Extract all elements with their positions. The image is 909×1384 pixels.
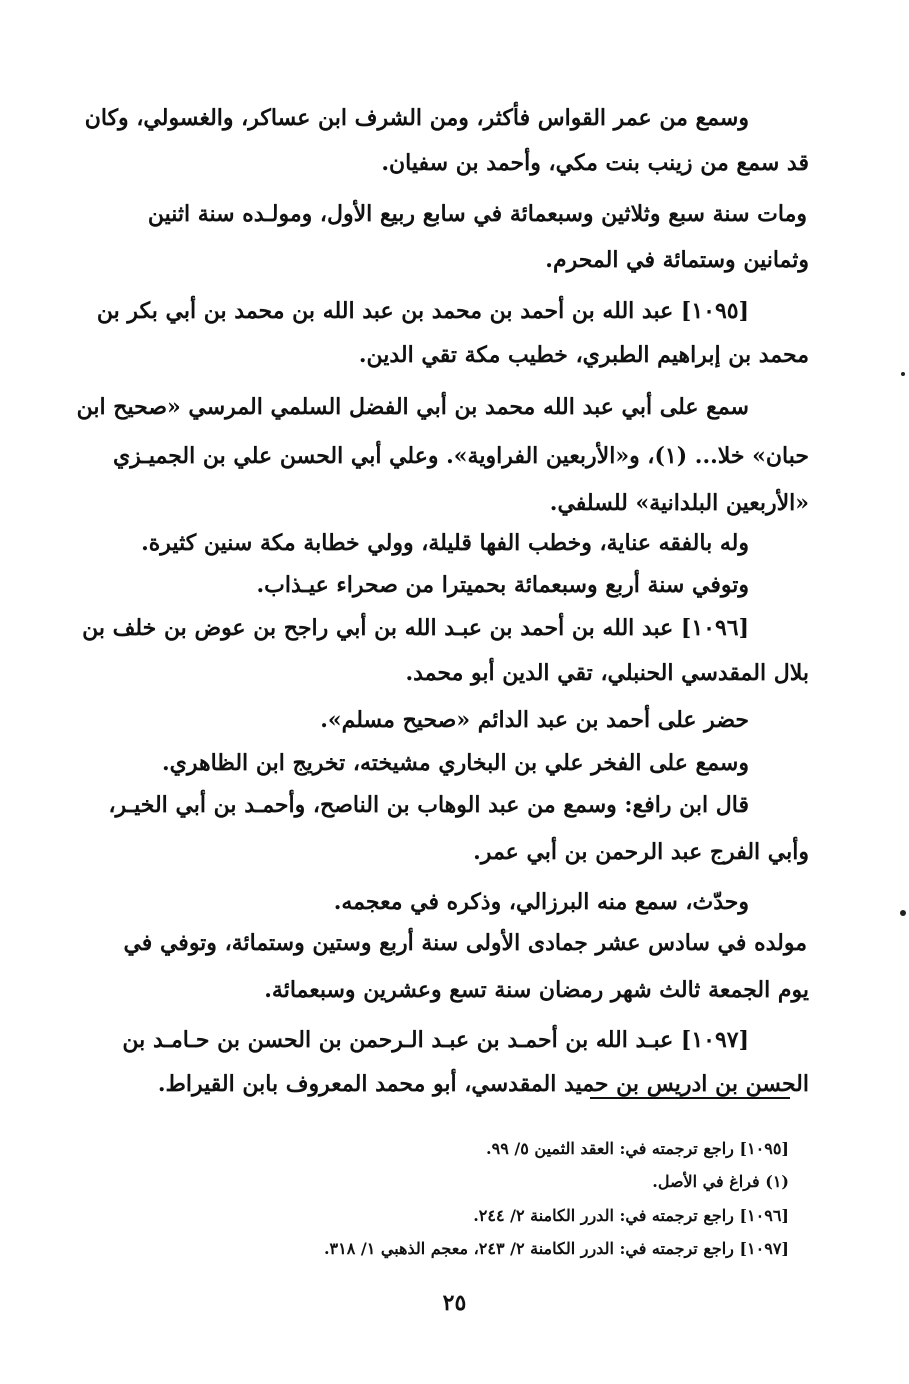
body-line: وتوفي سنة أربع وسبعمائة بحميترا من صحراء عيـذاب. xyxy=(256,572,749,598)
body-line: مولده في سادس عشر جمادى الأولى سنة أربع وستين وستمائة، وتوفي في xyxy=(123,930,807,956)
entry-heading-1095: [١٠٩٥] عبد الله بن أحمد بن محمد بن عبد الله بن محمد بن أبي بكر بن xyxy=(96,298,749,324)
footnote: [١٠٩٥] راجع ترجمته في: العقد الثمين ٥/ ٩٩. xyxy=(486,1139,789,1158)
body-line: الحسن بن ادريس بن حميد المقدسي، أبو محمد المعروف بابن القيراط. xyxy=(157,1071,809,1097)
footnote-separator xyxy=(590,1097,790,1099)
footnote: [١٠٩٦] راجع ترجمته في: الدرر الكامنة ٢/ ٢٤٤. xyxy=(473,1206,789,1225)
body-line: وسمع على الفخر علي بن البخاري مشيخته، تخريج ابن الظاهري. xyxy=(161,750,749,776)
body-line: حبان» خلا... (١)، و«الأربعين الفراوية». وعلي أبي الحسن علي بن الجميـزي xyxy=(113,443,809,469)
entry-heading-1097: [١٠٩٧] عبـد الله بن أحمـد بن عبـد الـرحمن بن الحسن بن حـامـد بن xyxy=(122,1027,749,1053)
body-line: وأبي الفرج عبد الرحمن بن أبي عمر. xyxy=(473,839,809,865)
body-line: قد سمع من زينب بنت مكي، وأحمد بن سفيان. xyxy=(381,150,809,176)
body-line: وله بالفقه عناية، وخطب الفها قليلة، وولي خطابة مكة سنين كثيرة. xyxy=(141,530,749,556)
body-line: قال ابن رافع: وسمع من عبد الوهاب بن الناصح، وأحمـد بن أبي الخيـر، xyxy=(108,792,749,818)
page-number: ٢٥ xyxy=(442,1290,467,1316)
footnote: (١) فراغ في الأصل. xyxy=(652,1172,789,1191)
body-line: سمع على أبي عبد الله محمد بن أبي الفضل السلمي المرسي «صحيح ابن xyxy=(76,394,749,420)
body-line: وحدّث، سمع منه البرزالي، وذكره في معجمه. xyxy=(333,889,749,915)
body-line: يوم الجمعة ثالث شهر رمضان سنة تسع وعشرين وسبعمائة. xyxy=(264,977,809,1003)
body-line: ومات سنة سبع وثلاثين وسبعمائة في سابع ربيع الأول، ومولـده سنة اثنين xyxy=(147,201,807,227)
margin-mark xyxy=(900,910,906,916)
entry-heading-1096: [١٠٩٦] عبد الله بن أحمد بن عبـد الله بن أبي راجح بن عوض بن خلف بن xyxy=(82,615,749,641)
body-line: وثمانين وستمائة في المحرم. xyxy=(545,247,809,273)
body-line: «الأربعين البلدانية» للسلفي. xyxy=(549,490,809,516)
body-line: محمد بن إبراهيم الطبري، خطيب مكة تقي الدين. xyxy=(358,342,809,368)
footnote: [١٠٩٧] راجع ترجمته في: الدرر الكامنة ٢/ ٢٤٣، معجم الذهبي ١/ ٣١٨. xyxy=(323,1239,789,1258)
body-line: بلال المقدسي الحنبلي، تقي الدين أبو محمد. xyxy=(405,660,809,686)
body-line: وسمع من عمر القواس فأكثر، ومن الشرف ابن عساكر، والغسولي، وكان xyxy=(84,105,749,131)
margin-mark xyxy=(901,372,905,376)
body-line: حضر على أحمد بن عبد الدائم «صحيح مسلم». xyxy=(320,707,749,733)
